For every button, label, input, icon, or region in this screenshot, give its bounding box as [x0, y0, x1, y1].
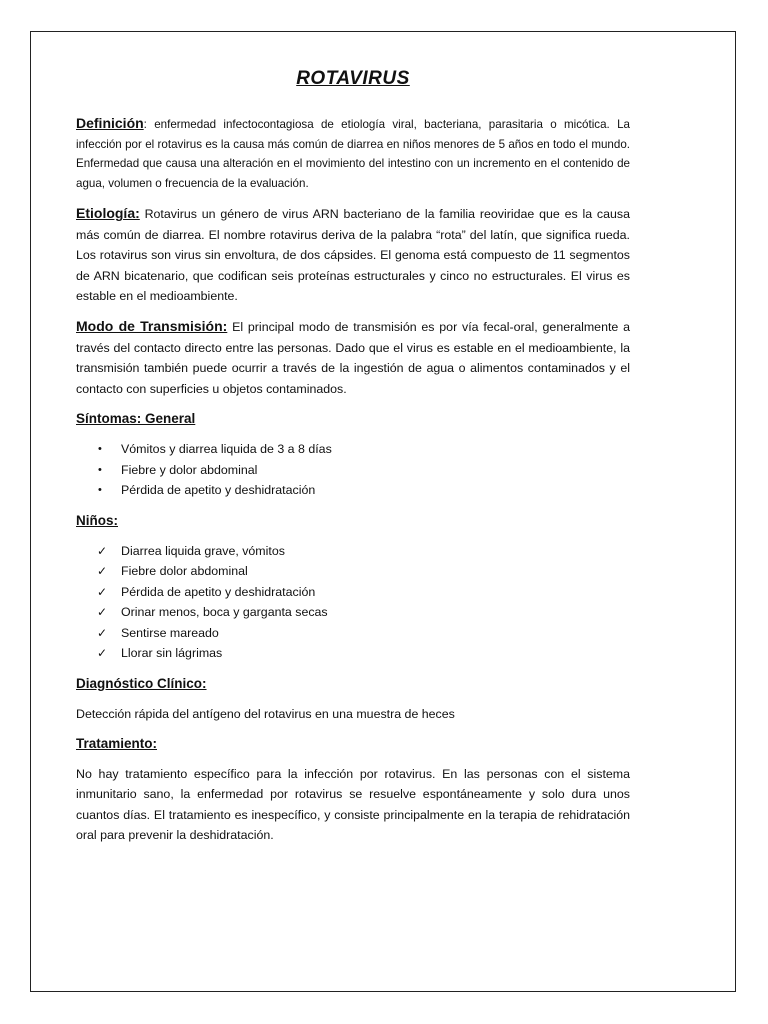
list-item: • Pérdida de apetito y deshidratación	[76, 480, 630, 501]
ninos-heading: Niños:	[76, 512, 118, 528]
list-item: ✓ Sentirse mareado	[76, 623, 630, 644]
diagnostico-heading: Diagnóstico Clínico:	[76, 675, 207, 691]
transmision-paragraph	[76, 316, 630, 399]
transmision-text: El principal modo de transmisión es por vía fecal-oral, generalmente a través del contacto directo entre las personas. Dado que el virus es estable en el medioambiente, la transmisión también puede ocurrir a través de la ingestión de agua o alimentos contaminados y el contacto con superficies u objetos contaminados.	[76, 320, 630, 396]
etiologia-text: Rotavirus un género de virus ARN bacteriano de la familia reoviridae que es la causa más común de diarrea. El nombre rotavirus deriva de la palabra “rota” del latín, que significa rueda. Los rotavirus son virus sin envoltura, de dos cápsides. El genoma está compuesto de 11 segmentos de ARN bicatenario, que codifican seis proteínas estructurales y cinco no estructurales. El virus es estable en el medioambiente.	[76, 207, 630, 303]
checkmark-icon: ✓	[97, 625, 108, 640]
etiologia-paragraph	[76, 203, 630, 306]
sintomas-heading: Síntomas: General	[76, 411, 196, 427]
sintomas-list	[76, 439, 630, 501]
list-item: • Vómitos y diarrea liquida de 3 a 8 días	[76, 439, 630, 460]
list-item: • Fiebre y dolor abdominal	[76, 460, 630, 481]
checkmark-icon: ✓	[97, 584, 108, 599]
tratamiento-text: No hay tratamiento específico para la infección por rotavirus. En las personas con el sistema inmunitario sano, la enfermedad por rotavirus se resuelve espontáneamente y solo dura unos cuantos días. El tratamiento es inespecífico, y consiste principalmente en la terapia de rehidratación oral para prevenir la deshidratación.	[76, 766, 630, 843]
definicion-paragraph	[76, 114, 630, 193]
document-body	[76, 66, 630, 856]
checkmark-icon: ✓	[97, 543, 108, 558]
transmision-label: Modo de Transmisión:	[76, 318, 228, 335]
diagnostico-text: Detección rápida del antígeno del rotavirus en una muestra de heces	[76, 706, 455, 721]
section-etiologia	[76, 203, 630, 306]
document-title: ROTAVIRUS	[296, 68, 410, 89]
list-item: ✓ Orinar menos, boca y garganta secas	[76, 602, 630, 623]
section-tratamiento	[76, 764, 630, 846]
bullet-icon: •	[98, 463, 102, 476]
etiologia-label: Etiología:	[76, 205, 140, 222]
section-definicion	[76, 114, 630, 193]
section-transmision	[76, 316, 630, 399]
bullet-icon: •	[98, 484, 102, 497]
list-item: ✓ Pérdida de apetito y deshidratación	[76, 582, 630, 603]
checkmark-icon: ✓	[97, 605, 108, 620]
ninos-list	[76, 541, 630, 664]
section-diagnostico	[76, 704, 630, 724]
checkmark-icon: ✓	[97, 646, 108, 661]
list-item: ✓ Fiebre dolor abdominal	[76, 561, 630, 582]
definicion-label: Definición	[76, 115, 144, 131]
definicion-text: : enfermedad infectocontagiosa de etiología viral, bacteriana, parasitaria o micótica. La infección por el rotavirus es la causa más común de diarrea en niños menores de 5 años en todo el mundo. Enfermedad que causa una alteración en el movimiento del intestino con un incremento en el contenido de agua, volumen o frecuencia de la evaluación.	[76, 118, 630, 190]
list-item: ✓ Llorar sin lágrimas	[76, 643, 630, 664]
bullet-icon: •	[98, 443, 102, 456]
checkmark-icon: ✓	[97, 564, 108, 579]
list-item: ✓ Diarrea liquida grave, vómitos	[76, 541, 630, 562]
tratamiento-heading: Tratamiento:	[76, 735, 158, 751]
